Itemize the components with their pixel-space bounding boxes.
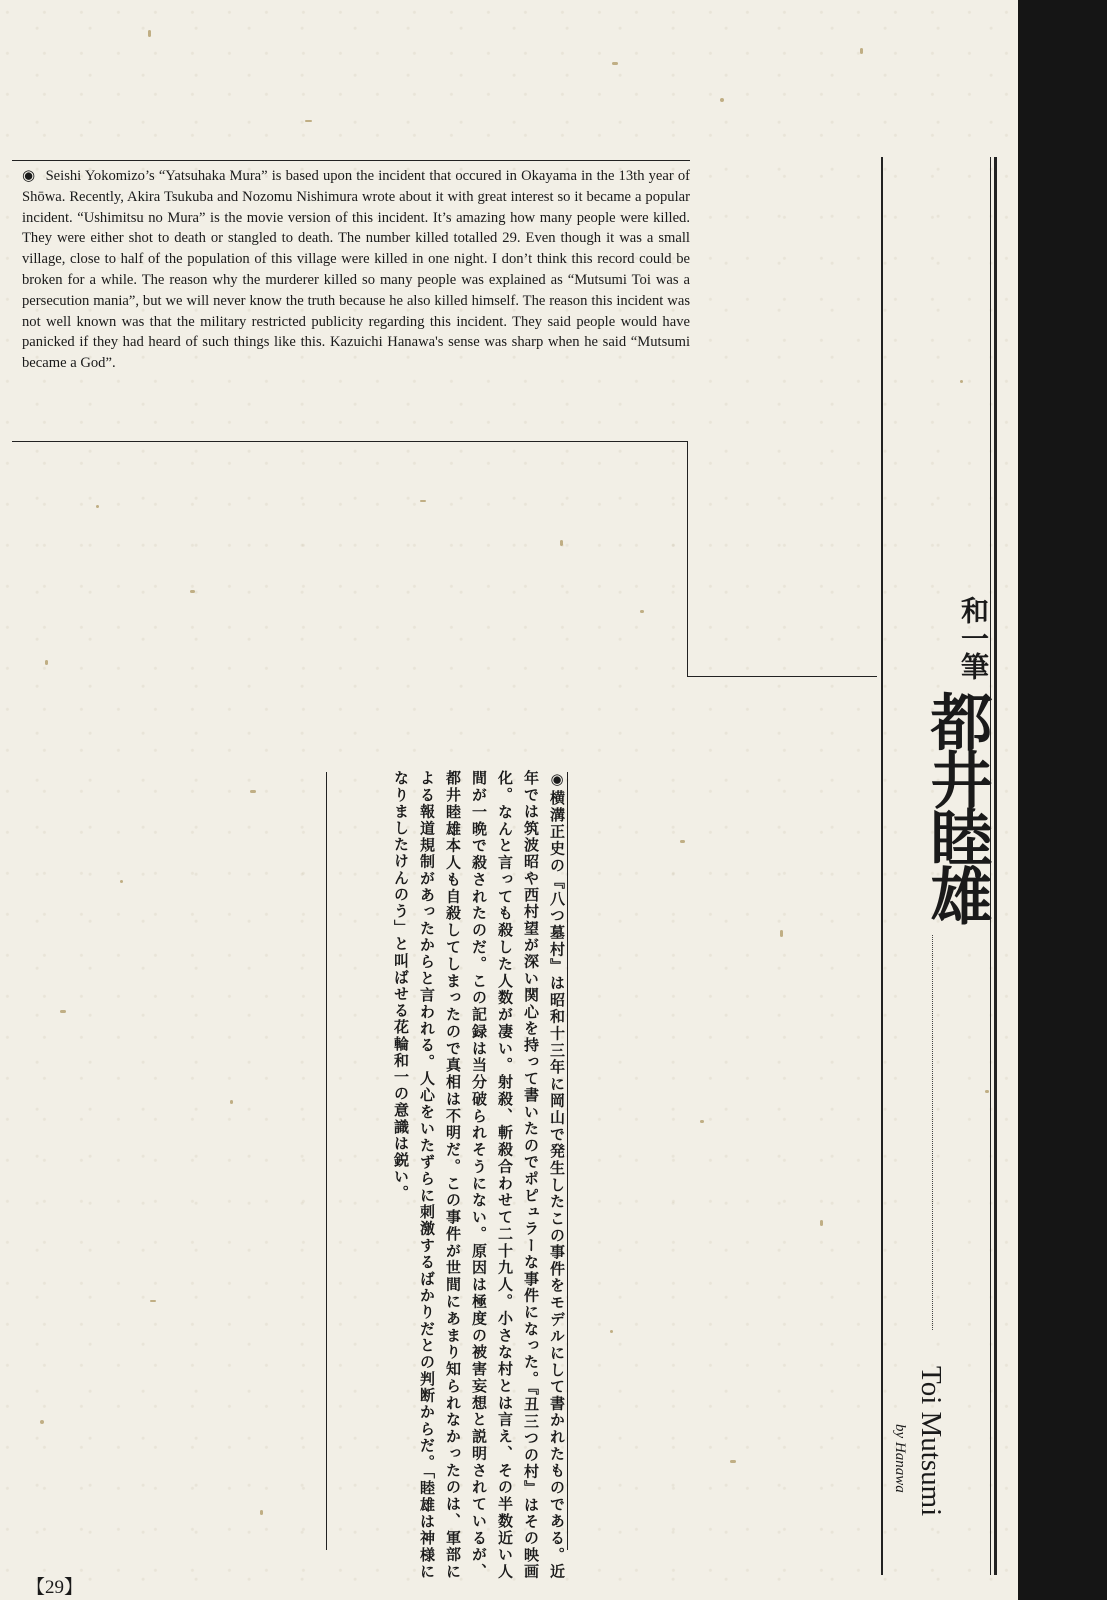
paper-fleck	[560, 540, 563, 546]
paper-fleck	[96, 505, 99, 508]
paper-fleck	[780, 930, 783, 937]
paper-fleck	[260, 1510, 263, 1515]
title-column-left-rule	[881, 157, 883, 1575]
paper-fleck	[612, 62, 618, 65]
byline	[890, 1424, 910, 1493]
scan-edge-band	[1018, 0, 1107, 1600]
english-body-text: Seishi Yokomizo’s “Yatsuhaka Mura” is based upon the incident that occured in Okayama in the 13th year of Shōwa. Recently, Akira Tsukuba and Nozomu Nishimura wrote about it with great interest so it became a popular incident. “Ushimitsu no Mura” is the movie version of this incident. It’s amazing how many people were killed. They were either shot to death or stangled to death. The number killed totalled 29. Even though it was a small village, close to half of the population of this village were killed in one night. I don’t think this record could be broken for a while. The reason why the murderer killed so many people was explained as “Mutsumi Toi was a persecution mania”, but we will never know the truth because he also killed himself. The reason this incident was not well known was that the military restricted publicity regarding this incident. They said people would have panicked if they had heard of such things like this. Kazuichi Hanawa's sense was sharp when he said “Mutsumi became a God”.	[22, 168, 690, 372]
bullet-icon: ◉	[22, 168, 36, 184]
english-box-top-rule	[12, 160, 690, 161]
paper-fleck	[960, 380, 963, 383]
connector-vertical-rule	[687, 441, 688, 677]
english-box-bottom-rule	[12, 441, 688, 442]
paper-fleck	[40, 1420, 44, 1424]
dotted-divider	[932, 935, 933, 1330]
paper-fleck	[730, 1460, 736, 1463]
paper-fleck	[860, 48, 863, 54]
page-number: 【29】	[26, 1577, 84, 1598]
paper-fleck	[700, 1120, 704, 1123]
byline-text: by Hanawa	[892, 1424, 908, 1493]
title-kanji: 都井睦雄	[920, 690, 993, 922]
paper-fleck	[120, 880, 123, 883]
paper-fleck	[190, 590, 195, 593]
author-kanji: 和一筆	[957, 596, 988, 680]
paper-fleck	[148, 30, 151, 37]
paper-fleck	[820, 1220, 823, 1226]
paper-fleck	[305, 120, 312, 122]
paper-fleck	[720, 98, 724, 102]
paper-fleck	[150, 1300, 156, 1302]
paper-fleck	[250, 790, 256, 793]
paper-fleck	[680, 840, 685, 843]
title-column-right-rule-thick	[994, 157, 997, 1575]
paper-fleck	[640, 610, 644, 613]
paper-fleck	[420, 500, 426, 502]
paper-fleck	[60, 1010, 66, 1013]
japanese-text-left-rule	[326, 772, 327, 1550]
connector-horizontal-rule	[687, 676, 877, 677]
paper-fleck	[610, 1330, 613, 1333]
english-paragraph	[22, 166, 690, 374]
title-english-text: Toi Mutsumi	[915, 1366, 947, 1517]
japanese-body-text: ◉横溝正史の『八つ墓村』は昭和十三年に岡山で発生したこの事件をモデルにして書かれたものである。近年では筑波昭や西村望が深い関心を持って書いたのでポピュラーな事件になった。『丑三つの村』はその映画化。なんと言っても殺した人数が凄い。射殺、斬殺合わせて二十九人。小さな村とは言え、その半数近い人間が一晩で殺されたのだ。この記録は当分破られそうにない。原因は極度の被害妄想と説明されているが、都井睦雄本人も自殺してしまったので真相は不明だ。この事件が世間にあまり知られなかったのは、軍部による報道規制があったからと言われる。人心をいたずらに刺激するばかりだとの判断からだ。「睦雄は神様になりましたけんのう」と叫ばせる花輪和一の意識は鋭い。	[392, 770, 566, 1580]
paper-fleck	[985, 1090, 989, 1093]
paper-fleck	[230, 1100, 233, 1104]
paper-fleck	[45, 660, 48, 665]
title-english	[912, 1366, 952, 1517]
